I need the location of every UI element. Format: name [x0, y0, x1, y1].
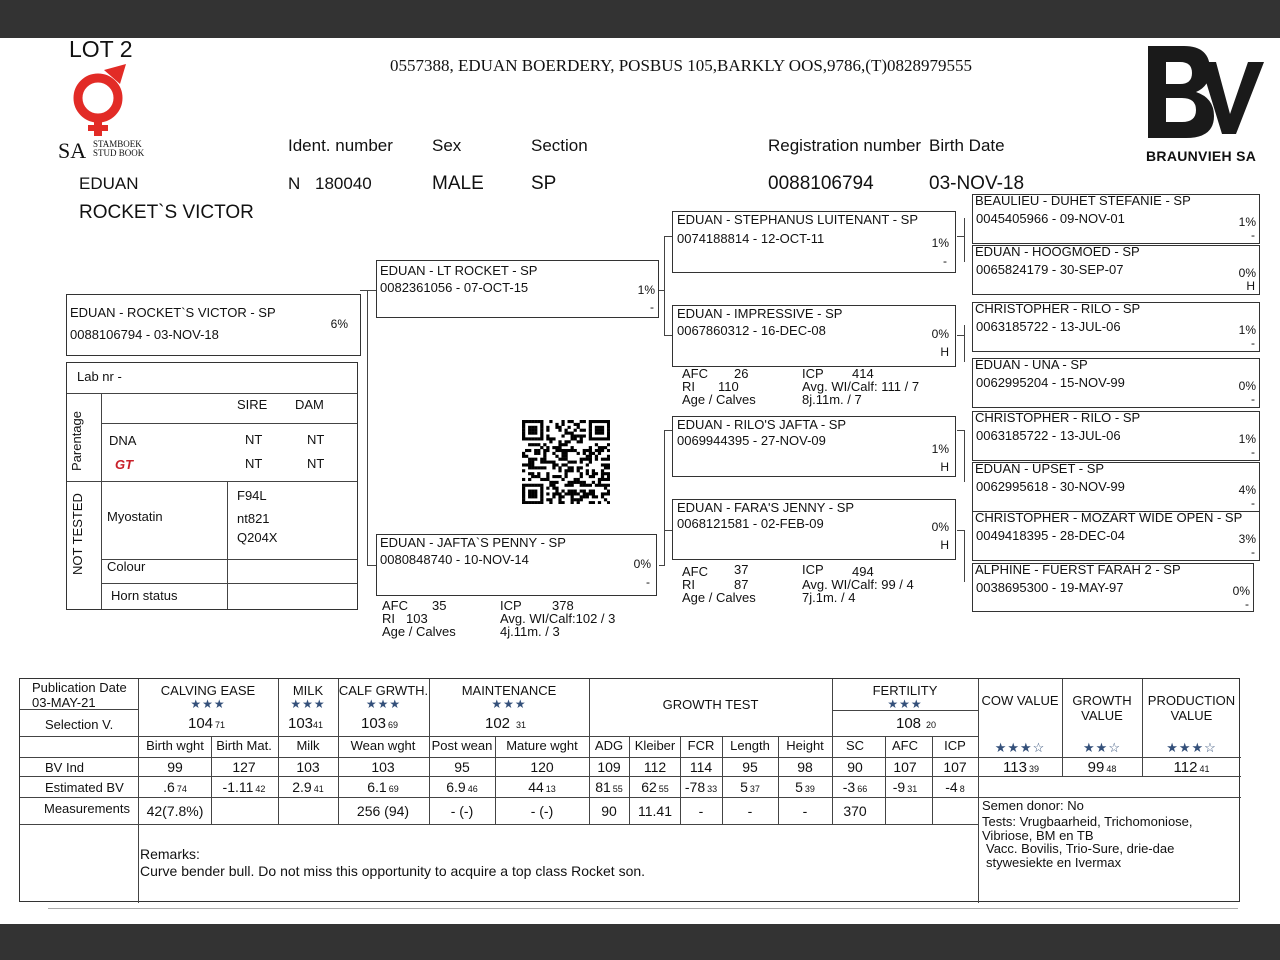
- g3-reg: 0062995618 - 30-NOV-99: [976, 479, 1125, 494]
- meas-cell: - (-): [450, 803, 474, 819]
- dam-reg: 0080848740 - 10-NOV-14: [380, 552, 529, 567]
- cow-value-header: COW VALUE: [981, 693, 1059, 708]
- reg-value: 0088106794: [768, 173, 874, 194]
- meas-cell: -: [802, 803, 808, 819]
- milk-stars: ★★★: [290, 697, 326, 711]
- bv-ind-cell: 95: [742, 759, 758, 775]
- breeder-address: 0557388, EDUAN BOERDERY, POSBUS 105,BARKLY OOS,9786,(T)0828979555: [390, 56, 973, 75]
- meas-cell: 370: [843, 803, 867, 819]
- dd-pedigree-box: [672, 499, 956, 560]
- sd-sub: H: [940, 345, 949, 359]
- growth-stars: ★★☆: [1083, 740, 1121, 755]
- ds-sub: H: [940, 460, 949, 474]
- divider: [101, 393, 102, 609]
- divider: [67, 393, 357, 394]
- sel-fertility: 108 20: [896, 715, 937, 732]
- sel-calving: 104 71: [188, 715, 226, 732]
- g3-name: EDUAN - UPSET - SP: [975, 461, 1105, 476]
- sd-pedigree-box: [672, 305, 956, 367]
- divider: [227, 481, 228, 609]
- bottom-dark-band: [0, 924, 1280, 960]
- bv-ind-cell: 109: [597, 759, 621, 775]
- dd-sub: H: [940, 538, 949, 552]
- sire-pedigree-box: [376, 260, 659, 318]
- section-value: SP: [531, 173, 557, 194]
- g3-reg: 0038695300 - 19-MAY-97: [976, 580, 1124, 595]
- g3-sub: -: [1251, 445, 1255, 459]
- connector: [367, 290, 376, 291]
- est-bv-cell: .6 74: [163, 779, 187, 795]
- stamboek-text: STAMBOEK STUD BOOK: [93, 139, 145, 158]
- pub-date: 03-MAY-21: [32, 695, 96, 710]
- g3-name: EDUAN - UNA - SP: [975, 357, 1088, 372]
- bv-ind-cell: 98: [797, 759, 813, 775]
- production-value-header: PRODUCTION VALUE: [1147, 693, 1236, 723]
- column-header: ADG: [594, 738, 624, 753]
- g3-sub: -: [1251, 392, 1255, 406]
- est-bv-cell: 2.9 41: [292, 779, 324, 795]
- colour-label: Colour: [107, 559, 146, 574]
- column-header: Mature wght: [506, 738, 578, 753]
- lab-panel: [66, 362, 358, 610]
- tests-text: Tests: Vrugbaarheid, Trichomoniose, Vibriose, BM en TB: [982, 814, 1193, 843]
- ds-name: EDUAN - RILO'S JAFTA - SP: [677, 417, 847, 432]
- column-header: Milk: [296, 738, 320, 753]
- prod-stars: ★★★☆: [1166, 740, 1217, 755]
- column-header: FCR: [687, 738, 715, 753]
- dam-col-label: DAM: [295, 397, 324, 412]
- gt-dam-value: NT: [307, 456, 325, 471]
- divider: [101, 423, 357, 424]
- g3-name: CHRISTOPHER - RILO - SP: [975, 301, 1141, 316]
- sire-name: EDUAN - LT ROCKET - SP: [380, 263, 538, 278]
- column-header: Height: [786, 738, 824, 753]
- meas-cell: -: [698, 803, 704, 819]
- est-bv-cell: 44 13: [528, 779, 556, 795]
- divider: [20, 824, 978, 825]
- meas-label: Measurements: [44, 801, 130, 816]
- sire-sub: -: [650, 300, 654, 314]
- bv-ind-cell: 90: [847, 759, 863, 775]
- braunvieh-logo-icon: [1144, 42, 1268, 142]
- g3-sub: -: [1251, 336, 1255, 350]
- est-bv-cell: -78 33: [684, 779, 718, 795]
- sel-calf: 103 69: [361, 715, 399, 732]
- g3-name: ALPHINE - FUERST FARAH 2 - SP: [975, 562, 1181, 577]
- sd-pct: 0%: [931, 327, 949, 341]
- est-bv-cell: 6.1 69: [367, 779, 399, 795]
- connector: [664, 430, 665, 566]
- meas-cell: -: [747, 803, 753, 819]
- animal-prefix: EDUAN: [79, 174, 139, 193]
- sd-reg: 0067860312 - 16-DEC-08: [677, 323, 826, 338]
- est-bv-cell: 5 39: [795, 779, 815, 795]
- column-header: Birth wght: [146, 738, 204, 753]
- braunvieh-text: BRAUNVIEH SA: [1146, 148, 1257, 164]
- column-header: SC: [845, 738, 865, 753]
- divider: [101, 583, 357, 584]
- dam-pct: 0%: [633, 557, 651, 571]
- g3-sub: -: [1245, 597, 1249, 611]
- connector: [664, 236, 665, 336]
- bv-ind-cell: 103: [371, 759, 395, 775]
- myostatin-nt821: nt821: [237, 511, 270, 526]
- g3-reg: 0063185722 - 13-JUL-06: [976, 428, 1121, 443]
- lot-number: LOT 2: [69, 36, 133, 62]
- divider: [20, 757, 1241, 758]
- cow-value: 113 39: [1003, 759, 1039, 776]
- dd-stats: AFC 37 ICP 494 RI 87 Avg. WI/Calf: 99 / 4 Age / Calves 7j.1m. / 4: [682, 562, 914, 605]
- g3-pedigree-box: [972, 563, 1254, 612]
- g3-pedigree-box: [972, 358, 1260, 408]
- fertility-stars: ★★★: [887, 697, 923, 711]
- myostatin-q204x: Q204X: [237, 530, 278, 545]
- g3-pedigree-box: [972, 511, 1260, 561]
- meas-cell: 256 (94): [356, 803, 410, 819]
- bv-ind-cell: 95: [454, 759, 470, 775]
- ss-sub: -: [943, 254, 947, 268]
- dam-sub: -: [646, 575, 650, 589]
- dna-sire-value: NT: [245, 432, 263, 447]
- column-header: Post wean: [431, 738, 493, 753]
- calf-growth-header: CALF GRWTH.: [338, 683, 429, 698]
- g3-pedigree-box: [972, 411, 1260, 461]
- growth-value-header: GROWTH VALUE: [1072, 693, 1132, 723]
- est-bv-cell: 6.9 46: [446, 779, 478, 795]
- est-bv-cell: 5 37: [740, 779, 760, 795]
- est-bv-cell: 62 55: [641, 779, 669, 795]
- g3-pct: 0%: [1232, 584, 1250, 598]
- dd-pct: 0%: [931, 520, 949, 534]
- column-header: AFC: [892, 738, 918, 753]
- g3-reg: 0063185722 - 13-JUL-06: [976, 319, 1121, 334]
- bv-ind-cell: 107: [943, 759, 967, 775]
- bv-ind-cell: 120: [530, 759, 554, 775]
- subject-name: EDUAN - ROCKET`S VICTOR - SP: [70, 305, 276, 320]
- gt-sire-value: NT: [245, 456, 263, 471]
- dam-name: EDUAN - JAFTA`S PENNY - SP: [380, 535, 566, 550]
- bv-ind-cell: 103: [296, 759, 320, 775]
- g3-sub: -: [1251, 228, 1255, 242]
- selection-label: Selection V.: [45, 717, 114, 732]
- g3-name: CHRISTOPHER - RILO - SP: [975, 410, 1141, 425]
- vacc-text: Vacc. Bovilis, Trio-Sure, drie-dae stywesiekte en Ivermax: [986, 841, 1175, 870]
- divider: [20, 776, 1241, 777]
- g3-pedigree-box: [972, 245, 1260, 295]
- subject-reg: 0088106794 - 03-NOV-18: [70, 327, 219, 342]
- maint-stars: ★★★: [491, 697, 527, 711]
- ident-label: Ident. number: [288, 136, 393, 155]
- reg-label: Registration number: [768, 136, 922, 155]
- horn-status-label: Horn status: [111, 588, 178, 603]
- parentage-label: Parentage: [69, 411, 84, 471]
- remarks-label: Remarks:: [140, 846, 200, 862]
- g3-pct: 0%: [1238, 379, 1256, 393]
- g3-sub: H: [1246, 279, 1255, 293]
- g3-pct: 1%: [1238, 323, 1256, 337]
- ss-pct: 1%: [931, 236, 949, 250]
- top-dark-band: [0, 0, 1280, 38]
- footer-divider: [48, 908, 1238, 909]
- est-bv-cell: -9 31: [892, 779, 918, 795]
- column-header: Kleiber: [634, 738, 676, 753]
- meas-cell: 11.41: [638, 803, 672, 819]
- dam-stats: AFC 35 ICP 378 RI 103 Avg. WI/Calf:102 / 3 Age / Calves 4j.11m. / 3: [382, 598, 616, 639]
- growth-value: 99 48: [1087, 759, 1117, 776]
- connector: [964, 325, 965, 362]
- g3-reg: 0045405966 - 09-NOV-01: [976, 211, 1125, 226]
- connector: [964, 530, 965, 582]
- g3-sub: -: [1251, 545, 1255, 559]
- growth-test-header: GROWTH TEST: [662, 697, 759, 712]
- bv-ind-cell: 114: [689, 759, 713, 775]
- est-bv-cell: -4 8: [945, 779, 965, 795]
- fertility-header: FERTILITY: [872, 683, 938, 698]
- ds-reg: 0069944395 - 27-NOV-09: [677, 433, 826, 448]
- column-header: Length: [730, 738, 770, 753]
- birth-label: Birth Date: [929, 136, 1005, 155]
- column-header: Wean wght: [350, 738, 416, 753]
- maintenance-header: MAINTENANCE: [461, 683, 557, 698]
- dam-pedigree-box: [376, 534, 657, 596]
- g3-reg: 0065824179 - 30-SEP-07: [976, 262, 1124, 277]
- production-value: 112 41: [1173, 759, 1210, 776]
- ds-pct: 1%: [931, 442, 949, 456]
- connector: [964, 218, 965, 262]
- sa-stud-book-logo-icon: [68, 64, 132, 140]
- remarks-text: Curve bender bull. Do not miss this opportunity to acquire a top class Rocket son.: [140, 863, 646, 879]
- gt-logo-icon: GT: [115, 457, 134, 472]
- sire-pct: 1%: [637, 283, 655, 297]
- sex-value: MALE: [432, 173, 484, 194]
- myostatin-f94l: F94L: [237, 488, 267, 503]
- column-header: Birth Mat.: [216, 738, 272, 753]
- bv-ind-cell: 107: [893, 759, 917, 775]
- dd-reg: 0068121581 - 02-FEB-09: [677, 516, 824, 531]
- dd-name: EDUAN - FARA'S JENNY - SP: [677, 500, 855, 515]
- g3-reg: 0049418395 - 28-DEC-04: [976, 528, 1125, 543]
- ident-prefix: N: [288, 174, 301, 193]
- bv-ind-cell: 127: [232, 759, 256, 775]
- sel-maint: 102 31: [485, 715, 527, 732]
- g3-name: BEAULIEU - DUHET STEFANIE - SP: [975, 193, 1191, 208]
- connector: [367, 290, 368, 566]
- meas-cell: 42(7.8%): [146, 803, 204, 819]
- g3-pedigree-box: [972, 194, 1260, 244]
- lab-nr: Lab nr -: [77, 369, 122, 384]
- pub-date-label: Publication Date: [32, 680, 127, 695]
- dna-label: DNA: [109, 433, 137, 448]
- meas-cell: 90: [601, 803, 617, 819]
- connector: [964, 430, 965, 482]
- sd-name: EDUAN - IMPRESSIVE - SP: [677, 306, 843, 321]
- section-label: Section: [531, 136, 588, 155]
- connector: [367, 565, 376, 566]
- sa-logo-text: SA: [58, 138, 87, 163]
- divider: [20, 736, 978, 737]
- sire-reg: 0082361056 - 07-OCT-15: [380, 280, 529, 295]
- animal-name: ROCKET`S VICTOR: [79, 202, 254, 223]
- myostatin-label: Myostatin: [107, 509, 163, 524]
- cow-stars: ★★★☆: [994, 740, 1046, 755]
- bv-ind-cell: 99: [167, 759, 183, 775]
- sex-label: Sex: [432, 136, 462, 155]
- est-bv-cell: -1.11 42: [222, 779, 266, 795]
- g3-pct: 1%: [1238, 432, 1256, 446]
- ss-pedigree-box: [672, 211, 956, 273]
- g3-reg: 0062995204 - 15-NOV-99: [976, 375, 1125, 390]
- sire-col-label: SIRE: [237, 397, 268, 412]
- subject-pedigree-box: [66, 294, 361, 356]
- ss-reg: 0074188814 - 12-OCT-11: [677, 231, 825, 246]
- milk-header: MILK: [292, 683, 324, 698]
- semen-donor: Semen donor: No: [982, 798, 1084, 813]
- subject-pct: 6%: [330, 317, 348, 331]
- bv-ind-cell: 112: [643, 759, 667, 775]
- est-bv-cell: 81 55: [595, 779, 623, 795]
- sd-stats: AFC 26 ICP 414 RI 110 Avg. WI/Calf: 111 / 7 Age / Calves 8j.11m. / 7: [682, 366, 920, 407]
- divider: [67, 481, 357, 482]
- g3-pct: 0%: [1238, 266, 1256, 280]
- meas-cell: - (-): [530, 803, 554, 819]
- dna-dam-value: NT: [307, 432, 325, 447]
- est-bv-cell: -3 66: [842, 779, 868, 795]
- ident-number: 180040: [315, 174, 372, 193]
- est-bv-label: Estimated BV: [45, 780, 124, 795]
- g3-pct: 4%: [1238, 483, 1256, 497]
- sel-milk: 10341: [288, 715, 324, 732]
- calving-ease-header: CALVING EASE: [160, 683, 256, 698]
- bv-ind-label: BV Ind: [45, 760, 85, 775]
- g3-sub: -: [1251, 496, 1255, 510]
- g3-pedigree-box: [972, 462, 1260, 512]
- g3-pedigree-box: [972, 302, 1260, 352]
- not-tested-label: NOT TESTED: [70, 493, 85, 575]
- birth-value: 03-NOV-18: [929, 173, 1025, 194]
- ss-name: EDUAN - STEPHANUS LUITENANT - SP: [677, 212, 919, 227]
- g3-pct: 3%: [1238, 532, 1256, 546]
- g3-name: EDUAN - HOOGMOED - SP: [975, 244, 1140, 259]
- column-header: ICP: [944, 738, 966, 753]
- bv-table: [19, 678, 1240, 902]
- g3-pct: 1%: [1238, 215, 1256, 229]
- ds-pedigree-box: [672, 416, 956, 477]
- calving-stars: ★★★: [190, 697, 226, 711]
- g3-name: CHRISTOPHER - MOZART WIDE OPEN - SP: [975, 510, 1243, 525]
- calf-stars: ★★★: [365, 697, 402, 711]
- qr-code-icon: [522, 420, 610, 504]
